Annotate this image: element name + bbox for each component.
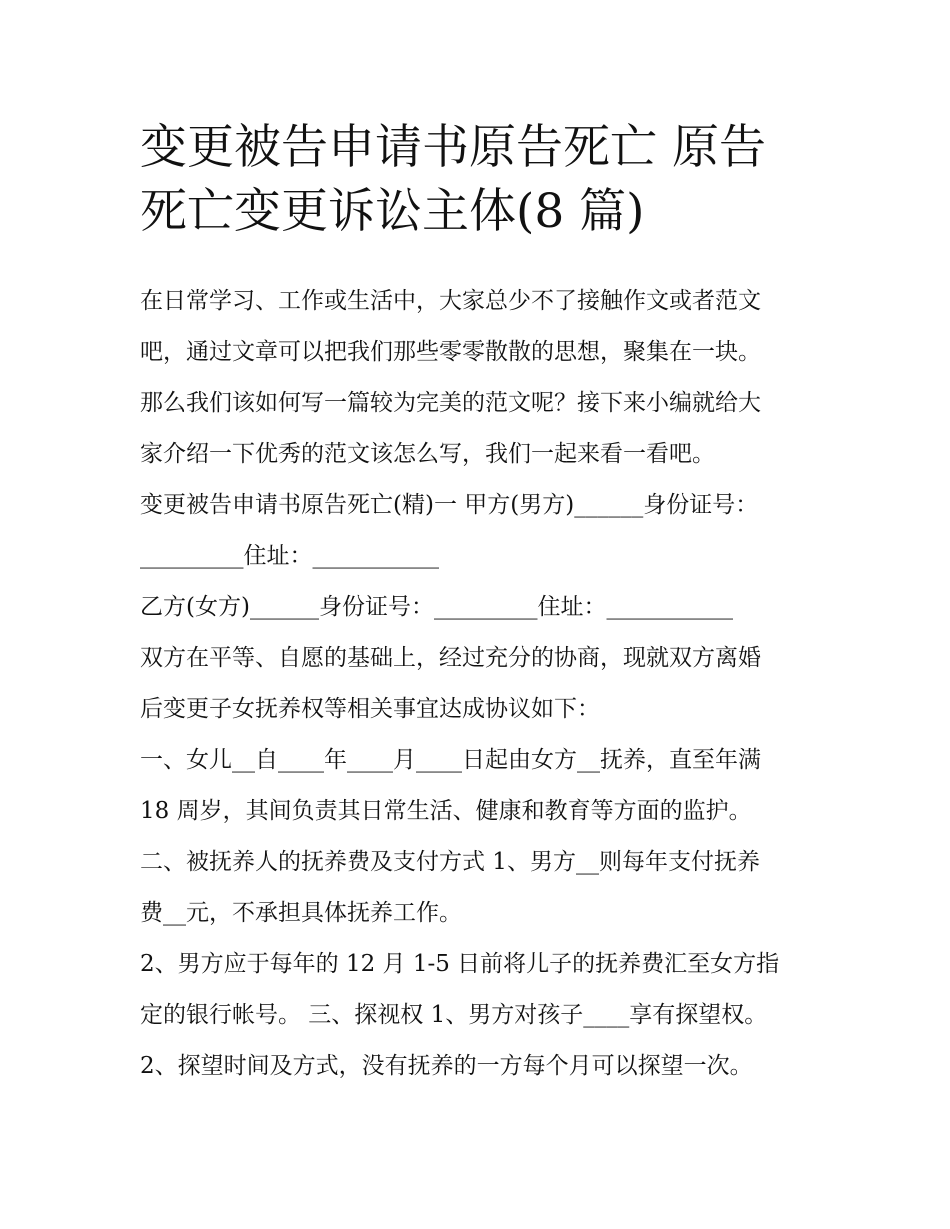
title-line-1: 变更被告申请书原告死亡 原告 (140, 120, 766, 175)
body-line-2: 吧，通过文章可以把我们那些零零散散的思想，聚集在一块。 (140, 339, 761, 365)
body-line-3: 那么我们该如何写一篇较为完美的范文呢？接下来小编就给大 (140, 390, 761, 416)
body-line-7: 乙方(女方)______身份证号：_________住址：___________ (140, 594, 733, 620)
body-line-12: 二、被抚养人的抚养费及支付方式 1、男方__则每年支付抚养 (140, 849, 760, 875)
body-line-9: 后变更子女抚养权等相关事宜达成协议如下： (140, 696, 600, 722)
body-line-1: 在日常学习、工作或生活中，大家总少不了接触作文或者范文 (140, 288, 761, 314)
body-line-14: 2、男方应于每年的 12 月 1-5 日前将儿子的抚养费汇至女方指 (140, 951, 780, 977)
body-line-10: 一、女儿__自____年____月____日起由女方__抚养，直至年满 (140, 747, 761, 773)
body-line-13: 费__元，不承担具体抚养工作。 (140, 900, 462, 926)
body-line-6: _________住址：___________ (140, 543, 439, 569)
body-line-11: 18 周岁，其间负责其日常生活、健康和教育等方面的监护。 (140, 798, 752, 824)
document-body (140, 282, 820, 1098)
body-line-5: 变更被告申请书原告死亡(精)一 甲方(男方)______身份证号： (140, 492, 759, 518)
body-line-8: 双方在平等、自愿的基础上，经过充分的协商，现就双方离婚 (140, 645, 761, 671)
body-line-16: 2、探望时间及方式，没有抚养的一方每个月可以探望一次。 (140, 1053, 753, 1079)
body-line-4: 家介绍一下优秀的范文该怎么写，我们一起来看一看吧。 (140, 441, 715, 467)
body-line-15: 定的银行帐号。 三、探视权 1、男方对孩子____享有探望权。 (140, 1002, 768, 1028)
document-title (140, 116, 820, 244)
title-line-2: 死亡变更诉讼主体(8 篇) (140, 184, 645, 239)
